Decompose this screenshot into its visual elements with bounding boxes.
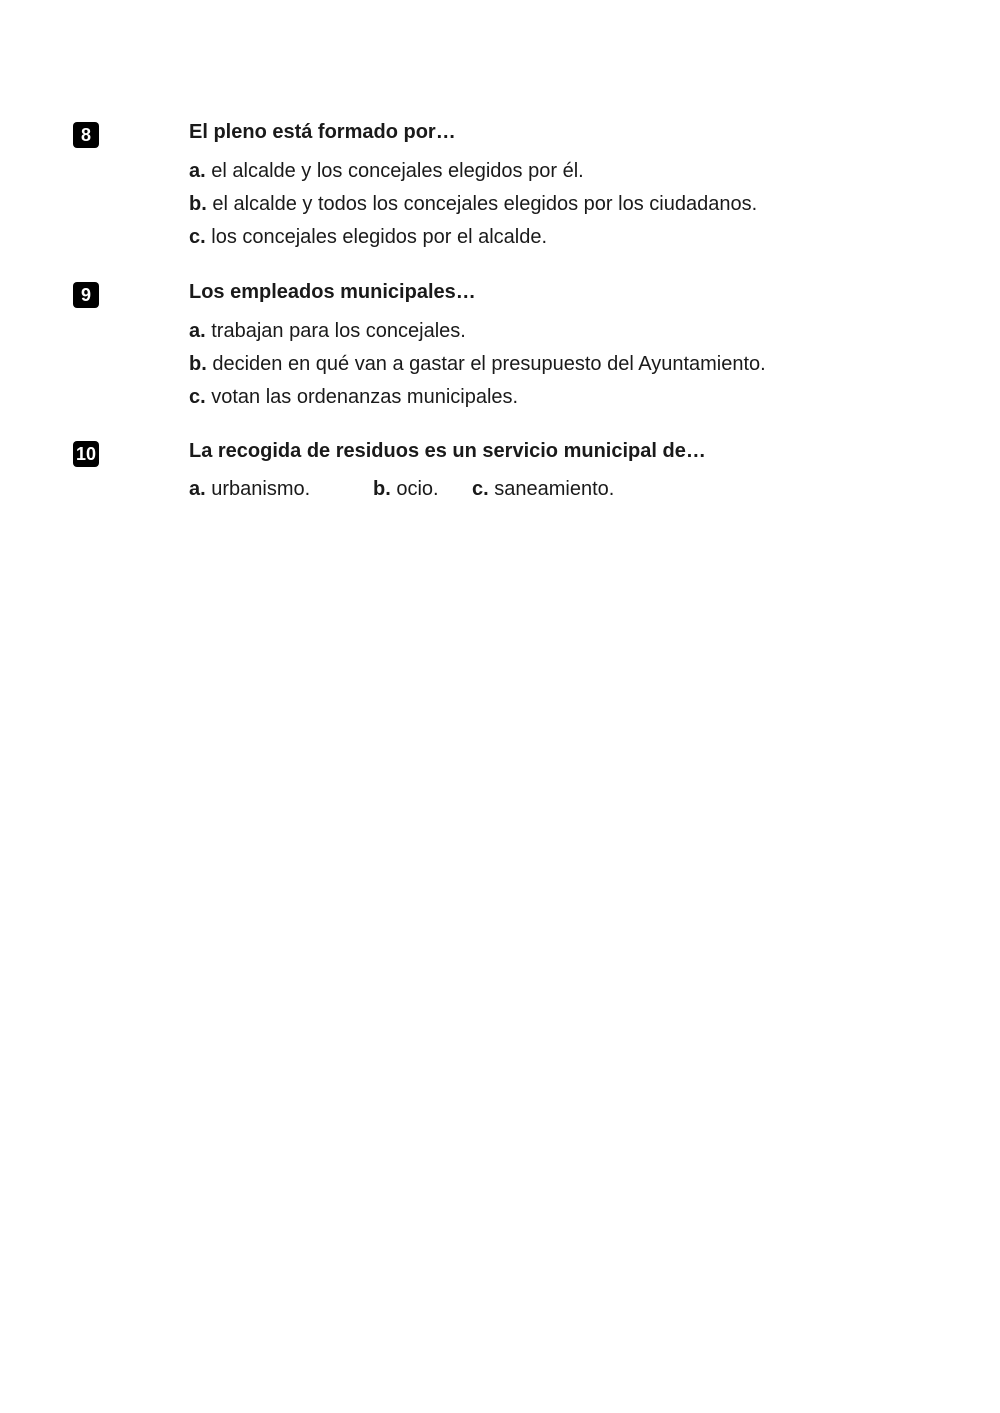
question-number-badge: 8: [73, 122, 99, 148]
answer-option-b[interactable]: [373, 477, 439, 501]
option-text: los concejales elegidos por el alcalde.: [211, 226, 548, 248]
question-title: El pleno está formado por…: [189, 121, 456, 143]
answer-option-c[interactable]: [189, 225, 547, 249]
option-letter: b.: [373, 478, 391, 500]
option-text: el alcalde y los concejales elegidos por él.: [211, 160, 584, 182]
option-text: ocio.: [396, 478, 439, 500]
answer-option-b[interactable]: [189, 352, 766, 376]
answer-option-a[interactable]: [189, 159, 584, 183]
question-number-badge: 10: [73, 441, 99, 467]
option-text: votan las ordenanzas municipales.: [211, 386, 519, 408]
option-letter: a.: [189, 478, 206, 500]
answer-option-c[interactable]: [472, 477, 614, 501]
option-letter: c.: [189, 386, 206, 408]
option-letter: c.: [189, 226, 206, 248]
option-letter: a.: [189, 160, 206, 182]
answer-option-a[interactable]: [189, 319, 466, 343]
option-letter: b.: [189, 353, 207, 375]
option-letter: a.: [189, 320, 206, 342]
option-letter: c.: [472, 478, 489, 500]
option-text: deciden en qué van a gastar el presupuesto del Ayuntamiento.: [212, 353, 766, 375]
option-text: urbanismo.: [211, 478, 311, 500]
option-letter: b.: [189, 193, 207, 215]
option-text: trabajan para los concejales.: [211, 320, 466, 342]
question-title: Los empleados municipales…: [189, 281, 476, 303]
answer-option-b[interactable]: [189, 192, 757, 216]
answer-option-c[interactable]: [189, 385, 518, 409]
question-title: La recogida de residuos es un servicio municipal de…: [189, 440, 706, 462]
answer-option-a[interactable]: [189, 477, 310, 501]
option-text: saneamiento.: [494, 478, 615, 500]
option-text: el alcalde y todos los concejales elegidos por los ciudadanos.: [212, 193, 758, 215]
question-number-badge: 9: [73, 282, 99, 308]
